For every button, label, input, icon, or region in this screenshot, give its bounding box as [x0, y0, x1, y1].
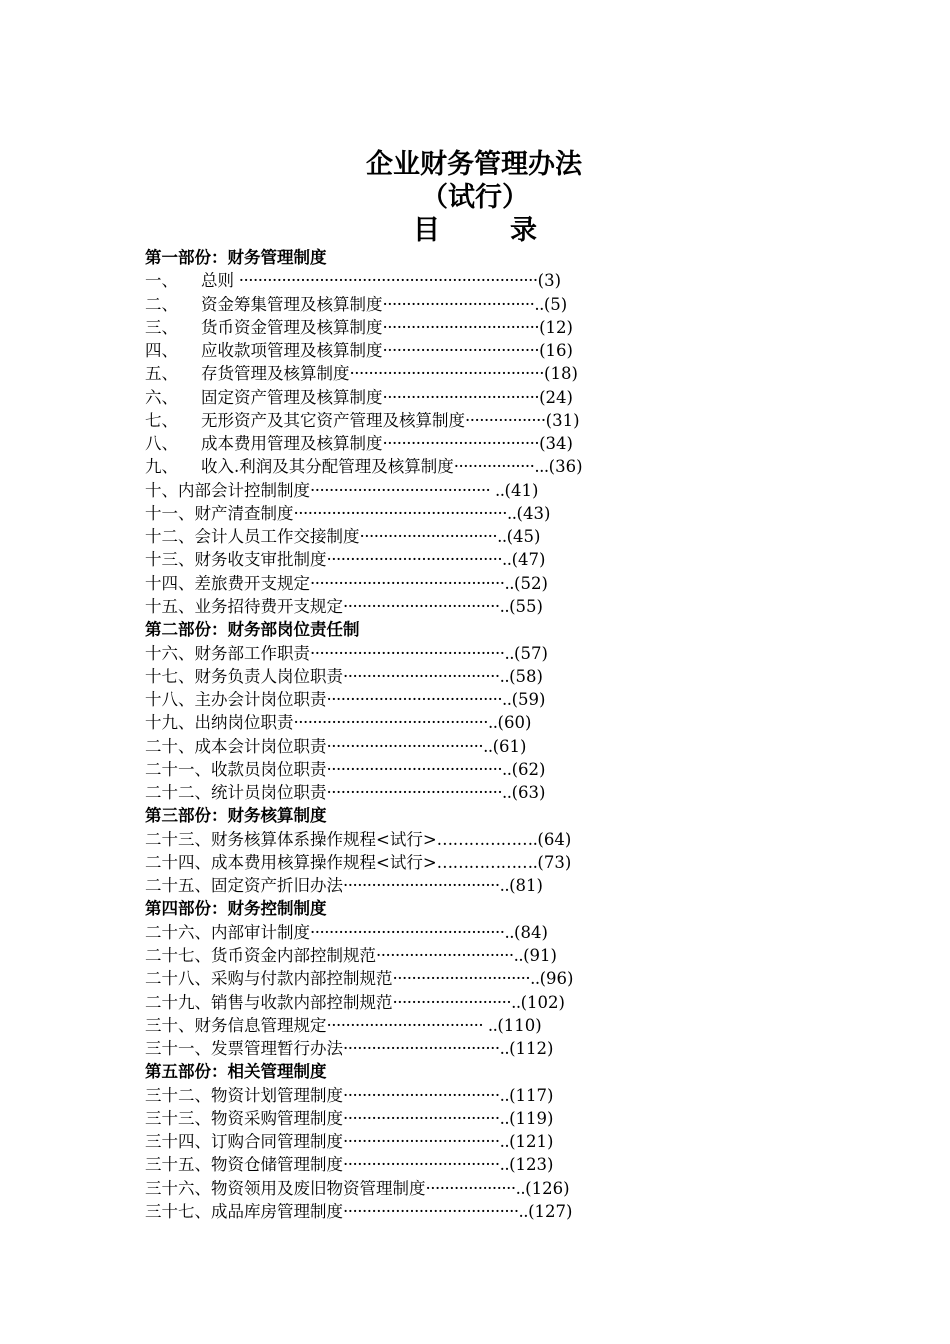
toc-entry-title: 统计员岗位职责	[211, 783, 327, 803]
toc-entry	[145, 967, 845, 990]
toc-entry-page: (60)	[497, 713, 532, 733]
toc-entry-number: 三十五、	[145, 1155, 211, 1175]
toc-entry-title: 财产清查制度	[194, 503, 294, 523]
toc-entry	[145, 525, 845, 548]
toc-entry-title: 内部会计控制制度	[178, 480, 310, 500]
toc-entry	[145, 1130, 845, 1153]
toc-entry	[145, 432, 845, 455]
toc-entry-number: 二十四、	[145, 852, 211, 872]
toc-entry-page: (96)	[539, 969, 574, 989]
toc-entry-title: 财务负责人岗位职责	[194, 666, 343, 686]
toc-entry-number: 五、	[145, 364, 178, 384]
toc-entry-title: 固定资产管理及核算制度	[201, 387, 383, 407]
toc-entry-leader: ……………….	[436, 829, 538, 849]
toc-entry-page: (112)	[509, 1039, 554, 1059]
toc-entry-page: (73)	[537, 852, 572, 872]
toc-entry-number: 三、	[145, 317, 178, 337]
toc-entry-page: (63)	[511, 783, 546, 803]
toc-heading-char-2: 录	[510, 215, 537, 246]
toc-heading-char-1: 目	[413, 215, 440, 246]
toc-entry-title: 财务信息管理规定	[194, 1015, 327, 1035]
toc-section-heading: 第五部份：相关管理制度	[145, 1062, 327, 1082]
toc-entry	[145, 1084, 845, 1107]
toc-entry-leader: ···················..	[425, 1178, 526, 1198]
toc-entry-title: 总则	[201, 271, 234, 291]
toc-entry-number: 二十一、	[145, 759, 211, 779]
toc-entry-page: (36)	[548, 457, 583, 477]
toc-entry-number: 八、	[145, 434, 178, 454]
toc-entry	[145, 758, 845, 781]
toc-entry-leader: ·····································..	[343, 1201, 529, 1221]
toc-entry-title: 销售与收款内部控制规范	[211, 992, 393, 1012]
toc-entry-title: 会计人员工作交接制度	[194, 527, 360, 547]
toc-entry-page: (84)	[514, 922, 548, 942]
toc-entry-title: 财务核算体系操作规程<试行>	[211, 829, 437, 849]
toc-entry-number: 十、	[145, 480, 178, 500]
toc-entry-page: (59)	[511, 690, 546, 710]
toc-entry-title: 成本费用核算操作规程<试行>	[211, 852, 437, 872]
toc-entry-number: 三十、	[145, 1015, 195, 1035]
toc-entry	[145, 1177, 845, 1200]
document-subtitle: （试行）	[421, 182, 529, 213]
toc-entry-leader: ·····································..	[326, 759, 512, 779]
toc-entry-page: (41)	[504, 480, 539, 500]
toc-entry-title: 存货管理及核算制度	[201, 364, 350, 384]
toc-entry-number: 六、	[145, 387, 178, 407]
toc-entry-title: 发票管理暂行办法	[211, 1039, 343, 1059]
toc-entry-leader: ·····························..	[392, 969, 540, 989]
toc-entry-number: 十一、	[145, 503, 195, 523]
toc-entry-number: 三十六、	[145, 1178, 211, 1198]
toc-entry-leader: ·························..	[392, 992, 521, 1012]
toc-entry-number: 三十四、	[145, 1132, 211, 1152]
toc-entry-leader: ·································	[382, 317, 540, 337]
toc-entry-page: (43)	[516, 503, 551, 523]
toc-entry-page: (34)	[539, 434, 573, 454]
toc-entry-page: (81)	[509, 876, 543, 896]
toc-entry-leader: ·································..	[326, 736, 493, 756]
toc-entry-leader: ·································..	[343, 1085, 510, 1105]
toc-section-heading: 第二部份：财务部岗位责任制	[145, 620, 360, 640]
toc-entry-number: 十五、	[145, 596, 195, 616]
toc-entry-number: 四、	[145, 341, 178, 361]
toc-entry	[145, 455, 845, 478]
toc-heading	[0, 214, 950, 248]
toc-entry-page: (117)	[509, 1085, 554, 1105]
toc-entry-leader: ·················	[465, 410, 546, 430]
toc-entry-number: 三十二、	[145, 1085, 211, 1105]
toc-entry-title: 物资领用及废旧物资管理制度	[211, 1178, 426, 1198]
toc-entry-leader: ······································ ..	[310, 480, 505, 500]
toc-entry-leader: ·································..	[343, 1039, 510, 1059]
toc-entry-title: 主办会计岗位职责	[194, 690, 327, 710]
toc-entry-page: (57)	[514, 643, 548, 663]
toc-entry-leader: ·····································..	[326, 690, 512, 710]
toc-entry-leader: ·································..	[343, 666, 510, 686]
toc-entry-title: 出纳岗位职责	[194, 713, 294, 733]
toc-entry-page: (91)	[523, 945, 557, 965]
table-of-contents	[145, 246, 845, 1223]
toc-entry	[145, 293, 845, 316]
toc-entry-leader: ·································	[382, 434, 540, 454]
toc-entry-number: 十二、	[145, 527, 195, 547]
toc-entry-page: (110)	[497, 1015, 542, 1035]
toc-entry-leader: ·········································..	[310, 922, 515, 942]
toc-entry-page: (123)	[509, 1155, 554, 1175]
toc-entry-number: 三十三、	[145, 1108, 211, 1128]
toc-entry-page: (64)	[537, 829, 572, 849]
toc-entry-number: 三十七、	[145, 1201, 211, 1221]
toc-entry-title: 内部审计制度	[211, 922, 310, 942]
toc-section-heading: 第三部份：财务核算制度	[145, 806, 327, 826]
toc-entry-number: 二、	[145, 294, 178, 314]
toc-entry-title: 成品库房管理制度	[211, 1201, 343, 1221]
toc-entry	[145, 688, 845, 711]
toc-entry-leader: ·································..	[343, 876, 510, 896]
toc-entry-title: 货币资金内部控制规范	[211, 945, 376, 965]
toc-entry-number: 二十二、	[145, 783, 211, 803]
toc-entry-page: (18)	[544, 364, 578, 384]
toc-entry-page: (121)	[509, 1132, 554, 1152]
toc-entry-number: 十四、	[145, 573, 195, 593]
toc-entry-number: 十九、	[145, 713, 195, 733]
toc-entry-title: 成本费用管理及核算制度	[201, 434, 383, 454]
toc-entry	[145, 1107, 845, 1130]
toc-entry	[145, 1200, 845, 1223]
toc-entry-title: 无形资产及其它资产管理及核算制度	[201, 410, 465, 430]
toc-section-heading: 第一部份：财务管理制度	[145, 248, 327, 267]
toc-entry-leader: ·····························..	[359, 527, 507, 547]
toc-entry-leader: ·····························..	[376, 945, 524, 965]
toc-entry-number: 三十一、	[145, 1039, 211, 1059]
toc-entry-leader: ·················...	[453, 457, 549, 477]
toc-entry	[145, 479, 845, 502]
toc-entry	[145, 1037, 845, 1060]
toc-entry-number: 二十五、	[145, 876, 211, 896]
toc-entry-page: (62)	[511, 759, 546, 779]
toc-entry	[145, 548, 845, 571]
toc-entry-leader: ·································	[382, 341, 540, 361]
toc-entry-title: 物资计划管理制度	[211, 1085, 343, 1105]
toc-entry	[145, 665, 845, 688]
toc-entry	[145, 781, 845, 804]
toc-entry-page: (126)	[525, 1178, 570, 1198]
toc-entry-leader: ……………….	[436, 852, 538, 872]
toc-entry-leader: ·····································..	[326, 550, 512, 570]
toc-entry-page: (31)	[545, 410, 580, 430]
toc-entry	[145, 1153, 845, 1176]
toc-entry-title: 订购合同管理制度	[211, 1132, 343, 1152]
toc-entry-title: 财务收支审批制度	[194, 550, 327, 570]
toc-entry	[145, 874, 845, 897]
toc-entry	[145, 944, 845, 967]
toc-entry	[145, 502, 845, 525]
toc-entry	[145, 642, 845, 665]
toc-entry	[145, 921, 845, 944]
toc-entry-title: 收入.利润及其分配管理及核算制度	[201, 457, 454, 477]
toc-entry-leader: ·································..	[343, 1155, 510, 1175]
toc-entry	[145, 409, 845, 432]
toc-entry-leader: ·································..	[343, 1108, 510, 1128]
document-title: 企业财务管理办法	[366, 149, 582, 180]
toc-entry-title: 采购与付款内部控制规范	[211, 969, 393, 989]
toc-entry-number: 九、	[145, 457, 178, 477]
toc-entry-number: 二十九、	[145, 992, 211, 1012]
toc-entry-page: (55)	[509, 596, 543, 616]
toc-entry	[145, 828, 845, 851]
toc-entry-leader: ·········································	[349, 364, 545, 384]
toc-entry-title: 财务部工作职责	[194, 643, 310, 663]
toc-entry-leader: ·································..	[343, 596, 510, 616]
toc-entry-leader: ·············································..	[293, 503, 517, 523]
toc-entry-leader: ·········································..	[310, 573, 515, 593]
toc-entry	[145, 362, 845, 385]
toc-entry-number: 二十三、	[145, 829, 211, 849]
toc-entry-number: 二十、	[145, 736, 195, 756]
toc-entry-leader: ·································..	[343, 1132, 510, 1152]
toc-entry-leader: ································..	[382, 294, 544, 314]
toc-entry-title: 业务招待费开支规定	[194, 596, 343, 616]
toc-entry-leader: ································· ..	[326, 1015, 498, 1035]
toc-entry-page: (24)	[539, 387, 573, 407]
toc-entry-title: 物资仓储管理制度	[211, 1155, 343, 1175]
toc-entry-title: 物资采购管理制度	[211, 1108, 343, 1128]
toc-entry-number: 十三、	[145, 550, 195, 570]
toc-entry-page: (58)	[509, 666, 543, 686]
toc-entry-title: 资金筹集管理及核算制度	[201, 294, 383, 314]
toc-entry-leader: ·······························································	[234, 271, 538, 291]
toc-entry	[145, 1014, 845, 1037]
toc-entry	[145, 991, 845, 1014]
toc-entry-page: (52)	[514, 573, 548, 593]
toc-entry-title: 差旅费开支规定	[194, 573, 310, 593]
toc-entry	[145, 572, 845, 595]
toc-entry-page: (47)	[511, 550, 546, 570]
toc-entry-page: (3)	[537, 271, 562, 291]
toc-entry-page: (119)	[509, 1108, 554, 1128]
toc-entry-number: 二十七、	[145, 945, 211, 965]
toc-entry-number: 十八、	[145, 690, 195, 710]
toc-entry	[145, 735, 845, 758]
toc-entry-number: 一、	[145, 271, 178, 291]
toc-entry-title: 固定资产折旧办法	[211, 876, 343, 896]
toc-entry	[145, 595, 845, 618]
toc-entry-page: (12)	[539, 317, 573, 337]
toc-entry	[145, 339, 845, 362]
toc-entry-number: 二十六、	[145, 922, 211, 942]
toc-entry-leader: ·····································..	[326, 783, 512, 803]
toc-section-heading: 第四部份：财务控制制度	[145, 899, 327, 919]
toc-entry	[145, 316, 845, 339]
toc-entry-title: 货币资金管理及核算制度	[201, 317, 383, 337]
toc-entry	[145, 386, 845, 409]
toc-entry-page: (61)	[492, 736, 527, 756]
toc-entry-page: (16)	[539, 341, 573, 361]
toc-entry	[145, 851, 845, 874]
toc-entry-title: 成本会计岗位职责	[194, 736, 327, 756]
toc-entry-title: 收款员岗位职责	[211, 759, 327, 779]
toc-entry	[145, 269, 845, 292]
toc-entry-title: 应收款项管理及核算制度	[201, 341, 383, 361]
toc-entry-number: 二十八、	[145, 969, 211, 989]
toc-entry-page: (5)	[543, 294, 568, 314]
toc-entry	[145, 711, 845, 734]
toc-entry-leader: ·········································..	[310, 643, 515, 663]
toc-entry-number: 十七、	[145, 666, 195, 686]
toc-entry-page: (127)	[528, 1201, 573, 1221]
toc-entry-page: (102)	[520, 992, 565, 1012]
toc-entry-leader: ·········································..	[293, 713, 498, 733]
toc-entry-page: (45)	[506, 527, 541, 547]
toc-entry-number: 十六、	[145, 643, 195, 663]
toc-entry-leader: ·································	[382, 387, 540, 407]
toc-entry-number: 七、	[145, 410, 178, 430]
